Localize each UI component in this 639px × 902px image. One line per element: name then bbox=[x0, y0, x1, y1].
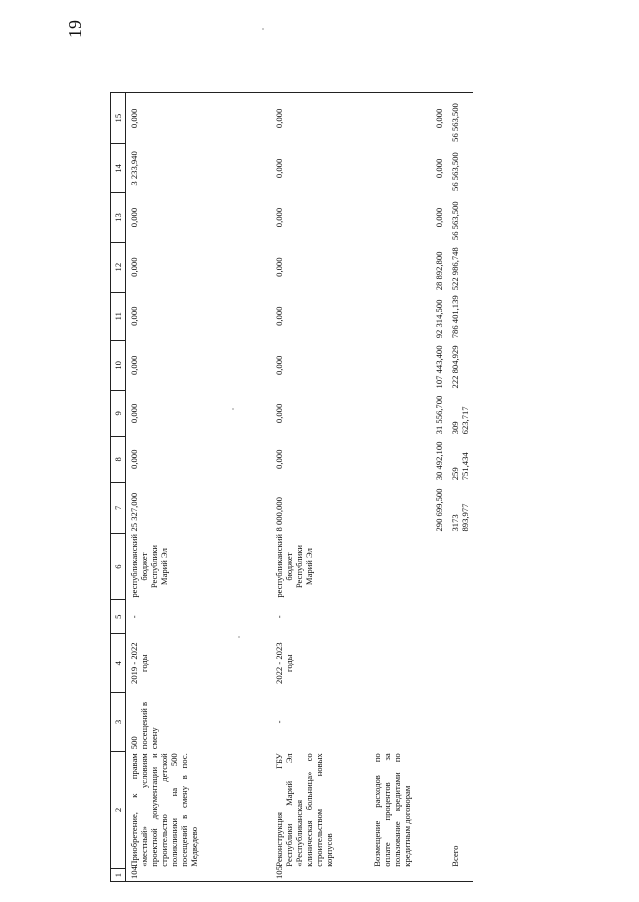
row-number: 104. bbox=[126, 869, 271, 882]
row-capacity: 500 посещений в смену bbox=[129, 701, 159, 750]
row-capacity: - bbox=[273, 720, 284, 724]
row-value-7: 8 000,000 bbox=[273, 497, 284, 532]
row-value-12: 0,000 bbox=[129, 257, 139, 277]
row-value-13: 56 563,500 bbox=[449, 201, 460, 241]
row-col5: - bbox=[129, 615, 139, 619]
table-row bbox=[369, 93, 447, 882]
row-value-7: 25 327,000 bbox=[129, 492, 139, 532]
row-value-11: 786 401,139 bbox=[449, 295, 460, 339]
row-value-13: 0,000 bbox=[129, 207, 139, 228]
scan-speck bbox=[262, 28, 264, 30]
row-value-10: 222 804,929 bbox=[449, 345, 460, 389]
row-col5 bbox=[447, 600, 473, 634]
budget-table-sheet bbox=[110, 92, 480, 882]
row-value-9: 31 556,700 bbox=[433, 395, 444, 435]
row-value-14: 56 563,500 bbox=[449, 152, 460, 191]
row-col5 bbox=[369, 600, 447, 634]
column-header-10: 10 bbox=[111, 340, 126, 390]
column-header-8: 8 bbox=[111, 436, 126, 482]
row-value-13: 0,000 bbox=[273, 207, 284, 228]
row-value-14: 0,000 bbox=[273, 158, 284, 179]
row-value-8: 30 492,100 bbox=[433, 441, 444, 481]
column-header-2: 2 bbox=[111, 751, 126, 868]
table-row-total bbox=[447, 93, 473, 882]
row-number bbox=[447, 869, 473, 882]
row-period: 2022 - 2023 годы bbox=[273, 642, 294, 684]
row-value-8: 259 751,434 bbox=[449, 452, 470, 481]
budget-table bbox=[110, 92, 473, 882]
row-period bbox=[447, 634, 473, 693]
row-value-10: 0,000 bbox=[273, 355, 284, 376]
row-value-10: 107 443,400 bbox=[433, 345, 444, 389]
table-row bbox=[271, 93, 369, 882]
column-header-12: 12 bbox=[111, 242, 126, 292]
column-header-6: 6 bbox=[111, 533, 126, 599]
row-period: 2019 - 2022 годы bbox=[129, 642, 149, 684]
row-capacity bbox=[369, 693, 447, 752]
column-header-3: 3 bbox=[111, 693, 126, 752]
row-value-8: 0,000 bbox=[273, 449, 284, 469]
row-value-15: 56 563,500 bbox=[447, 93, 473, 144]
column-header-4: 4 bbox=[111, 634, 126, 693]
row-description: Возмещение расходов по оплате процентов за пользование кредитами по кредитным договорам bbox=[371, 753, 412, 867]
row-value-15: 0,000 bbox=[271, 93, 369, 144]
row-value-7: 3173 893,977 bbox=[449, 503, 470, 532]
scan-speck bbox=[238, 636, 240, 638]
row-description: Всего bbox=[449, 845, 460, 867]
column-header-5: 5 bbox=[111, 600, 126, 634]
column-header-9: 9 bbox=[111, 390, 126, 436]
row-value-12: 0,000 bbox=[273, 257, 284, 277]
row-funding-source: республиканский бюджет Республики Марий Эл bbox=[129, 534, 169, 598]
row-value-10: 0,000 bbox=[129, 355, 139, 376]
row-col5: - bbox=[273, 615, 284, 619]
row-value-15: 0,000 bbox=[369, 93, 447, 144]
column-header-14: 14 bbox=[111, 144, 126, 193]
table-row bbox=[126, 93, 271, 882]
row-period bbox=[369, 634, 447, 693]
page-number: 19 bbox=[65, 20, 85, 38]
row-value-15: 0,000 bbox=[126, 93, 271, 144]
row-value-11: 0,000 bbox=[273, 306, 284, 326]
row-value-9: 309 623,717 bbox=[449, 406, 470, 435]
column-header-11: 11 bbox=[111, 292, 126, 340]
column-header-15: 15 bbox=[111, 93, 126, 144]
row-value-11: 0,000 bbox=[129, 306, 139, 326]
row-value-8: 0,000 bbox=[129, 449, 139, 469]
row-description: Приобретение, к правам «местный» условиям проектной документации и строительство детской поликлиники на 500 посещений в смену в пос. Медведево bbox=[129, 753, 199, 867]
scan-speck bbox=[232, 408, 234, 410]
row-funding-source bbox=[447, 533, 473, 599]
row-value-14: 3 233,940 bbox=[129, 151, 139, 186]
row-description: Реконструкция ГБУ Республики Марий Эл «Республиканская клиническая больница» со строительством новых корпусов bbox=[273, 753, 334, 867]
row-number bbox=[369, 869, 447, 882]
row-value-9: 0,000 bbox=[129, 403, 139, 424]
row-value-7: 290 699,500 bbox=[433, 488, 444, 532]
row-value-13: 0,000 bbox=[433, 207, 444, 228]
row-number: 105. bbox=[271, 869, 369, 882]
column-header-7: 7 bbox=[111, 482, 126, 533]
column-header-1: 1 bbox=[111, 869, 126, 882]
row-value-14: 0,000 bbox=[433, 158, 444, 179]
row-value-12: 28 892,800 bbox=[433, 251, 444, 291]
row-funding-source bbox=[369, 533, 447, 599]
row-funding-source: республиканский бюджет Республики Марий Эл bbox=[273, 534, 314, 598]
header-row bbox=[111, 93, 126, 882]
row-capacity bbox=[447, 693, 473, 752]
column-header-13: 13 bbox=[111, 193, 126, 242]
row-value-11: 92 314,500 bbox=[433, 299, 444, 339]
row-value-9: 0,000 bbox=[273, 403, 284, 424]
row-value-12: 522 986,748 bbox=[449, 247, 460, 291]
